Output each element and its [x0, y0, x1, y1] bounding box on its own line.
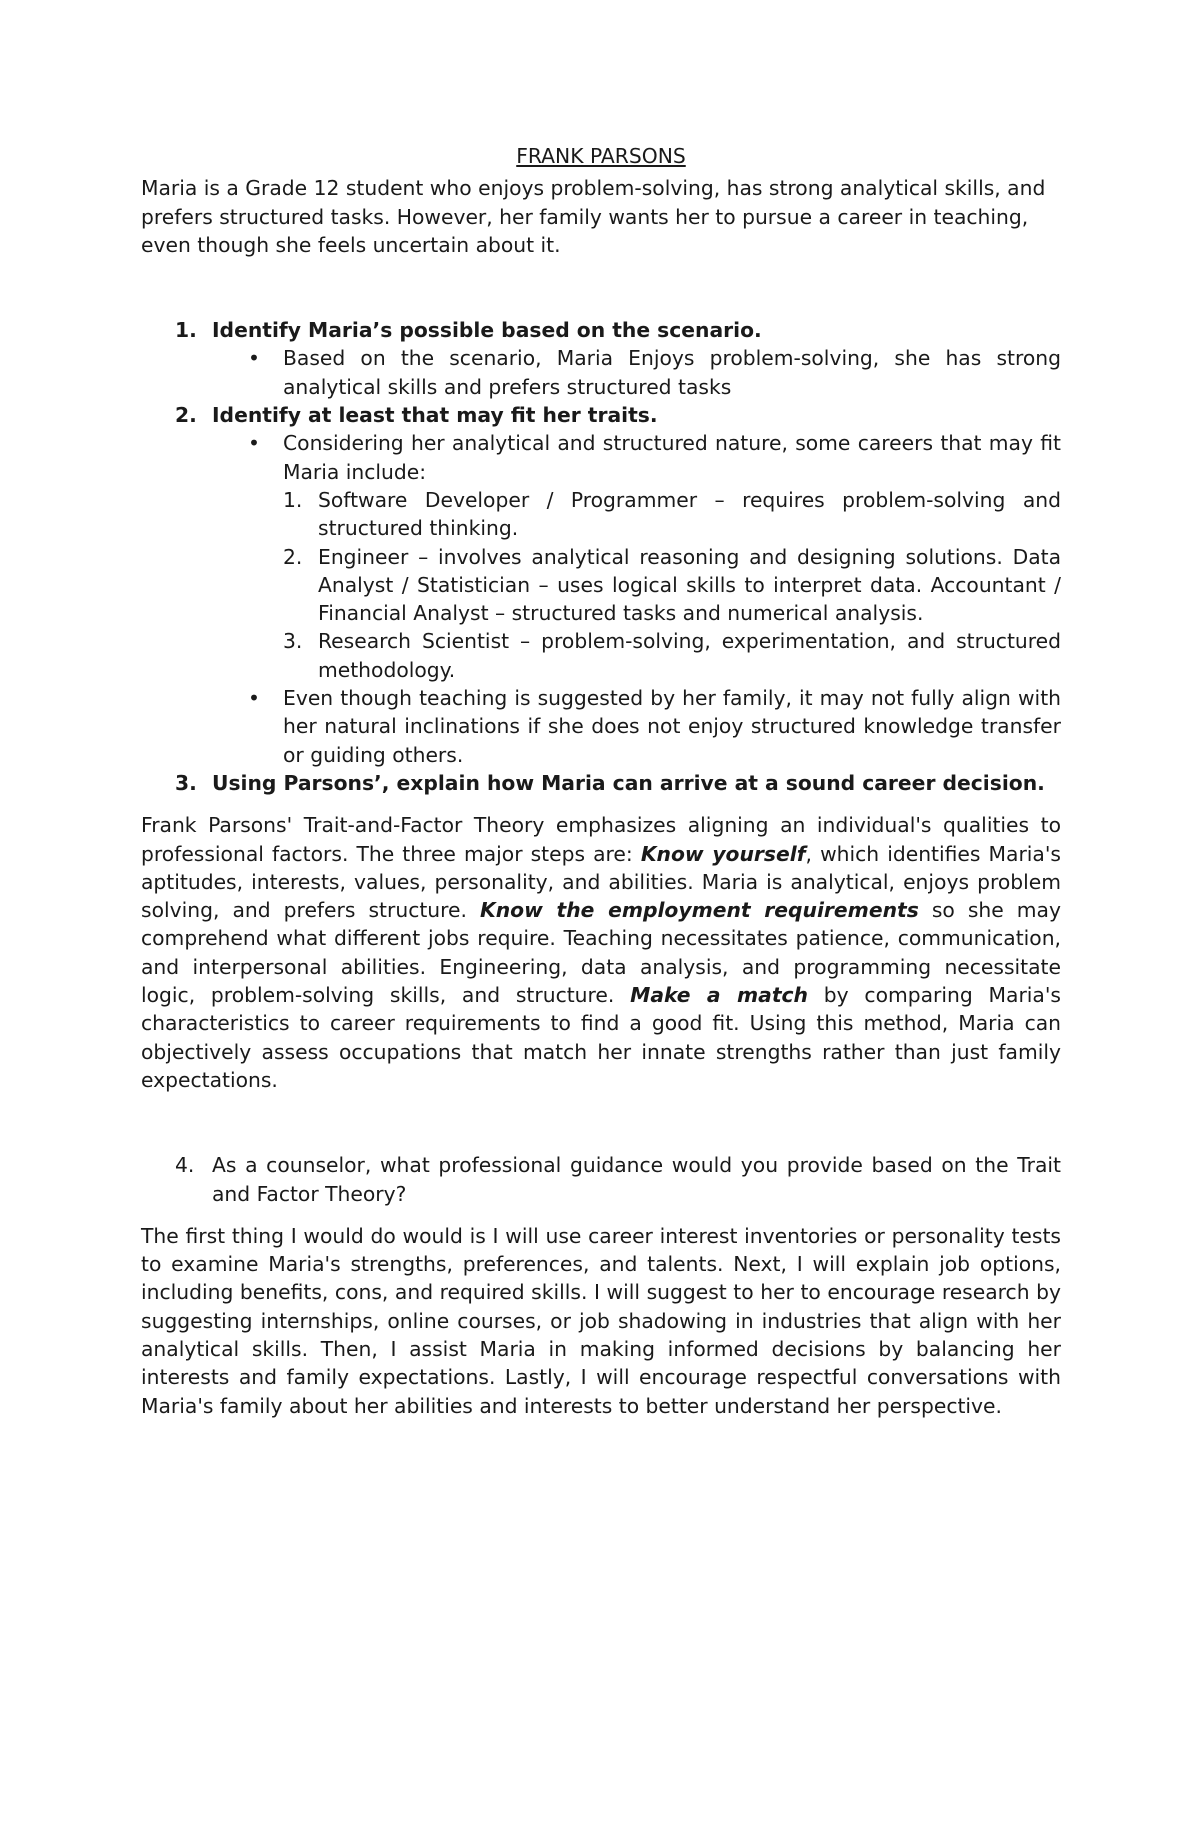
scenario-paragraph: Maria is a Grade 12 student who enjoys problem-solving, has strong analytical skills, and prefers structured tasks. However, her family wants her to pursue a career in teaching, even though she feels uncertain about it.: [141, 176, 1046, 257]
question-2-answer-text-1: Considering her analytical and structured nature, some careers that may fit Maria include:: [283, 431, 1061, 484]
career-item-1: [141, 486, 1061, 543]
answer-3-text-part-4: by comparing Maria's characteristics to career requirements to find a good fit. Using this method, Maria can objectively assess occupations that match her innate strengths rather than just family expectations.: [141, 983, 1061, 1092]
question-1-answer-text: Based on the scenario, Maria Enjoys problem-solving, she has strong analytical skills and prefers structured tasks: [283, 346, 1061, 399]
step-know-yourself: Know yourself: [640, 841, 806, 866]
document-body: [141, 142, 1061, 1420]
career-item-number: 2.: [283, 544, 303, 569]
question-1-text: Identify Maria’s possible based on the scenario.: [212, 318, 762, 343]
bullet-icon: •: [248, 431, 260, 456]
document-title: FRANK PARSONS: [516, 144, 686, 168]
question-2: [141, 401, 1061, 429]
answer-3-text-part-2: , which identifies Maria's aptitudes, interests, values, personality, and abilities. Maria is analytical, enjoys problem solving, and prefers structure.: [141, 841, 1062, 923]
question-1-answer-bullet: [141, 344, 1061, 401]
career-item-text: Research Scientist – problem-solving, experimentation, and structured methodology.: [318, 629, 1061, 682]
question-1-number: 1.: [175, 318, 197, 343]
answer-3-text-part-1: Frank Parsons' Trait-and-Factor Theory emphasizes aligning an individual's qualities to professional factors. The three major steps are:: [141, 813, 1061, 866]
question-3-text: Using Parsons’, explain how Maria can arrive at a sound career decision.: [212, 770, 1045, 795]
career-item-text: Engineer – involves analytical reasoning and designing solutions. Data Analyst / Statistician – uses logical skills to interpret data. Accountant / Financial Analyst – structured tasks and numerical analysis.: [318, 544, 1061, 626]
question-1: [141, 316, 1061, 344]
question-2-number: 2.: [175, 403, 197, 428]
question-3-number: 3.: [175, 770, 197, 795]
step-make-a-match: Make a match: [630, 983, 808, 1008]
career-item-number: 3.: [283, 629, 303, 654]
question-2-answer-text-2: Even though teaching is suggested by her family, it may not fully align with her natural inclinations if she does not enjoy structured knowledge transfer or guiding others.: [283, 686, 1061, 767]
question-2-text: Identify at least that may fit her traits.: [212, 403, 658, 428]
answer-3-text-part-3: so she may comprehend what different jobs require. Teaching necessitates patience, communication, and interpersonal abilities. Engineering, data analysis, and programming necessitate logic, problem-solving skills, and structure.: [141, 898, 1061, 1008]
question-3-answer-paragraph: [141, 811, 1061, 1094]
career-item-3: [141, 627, 1061, 684]
question-3: [141, 769, 1061, 797]
bullet-icon: •: [248, 686, 260, 711]
career-item-text: Software Developer / Programmer – requires problem-solving and structured thinking.: [318, 487, 1061, 541]
step-know-employment-requirements: Know the employment requirements: [480, 898, 919, 923]
question-4-answer-paragraph: The first thing I would do would is I will use career interest inventories or personality tests to examine Maria's strengths, preferences, and talents. Next, I will explain job options, including benefits, cons, and required skills. I will suggest to her to encourage research by suggesting internships, online courses, or job shadowing in industries that align with her analytical skills. Then, I assist Maria in making informed decisions by balancing her interests and family expectations. Lastly, I will encourage respectful conversations with Maria's family about her abilities and interests to better understand her perspective.: [141, 1223, 1061, 1418]
career-item-2: [141, 543, 1061, 628]
question-4-text: As a counselor, what professional guidance would you provide based on the Trait and Factor Theory?: [212, 1153, 1061, 1206]
question-4-number: 4.: [175, 1153, 195, 1178]
question-4: [141, 1151, 1061, 1208]
bullet-icon: •: [248, 346, 260, 371]
spacer: [141, 1094, 1061, 1151]
career-item-number: 1.: [283, 487, 303, 512]
question-2-answer-bullet-1: [141, 429, 1061, 486]
question-2-answer-bullet-2: [141, 684, 1061, 769]
